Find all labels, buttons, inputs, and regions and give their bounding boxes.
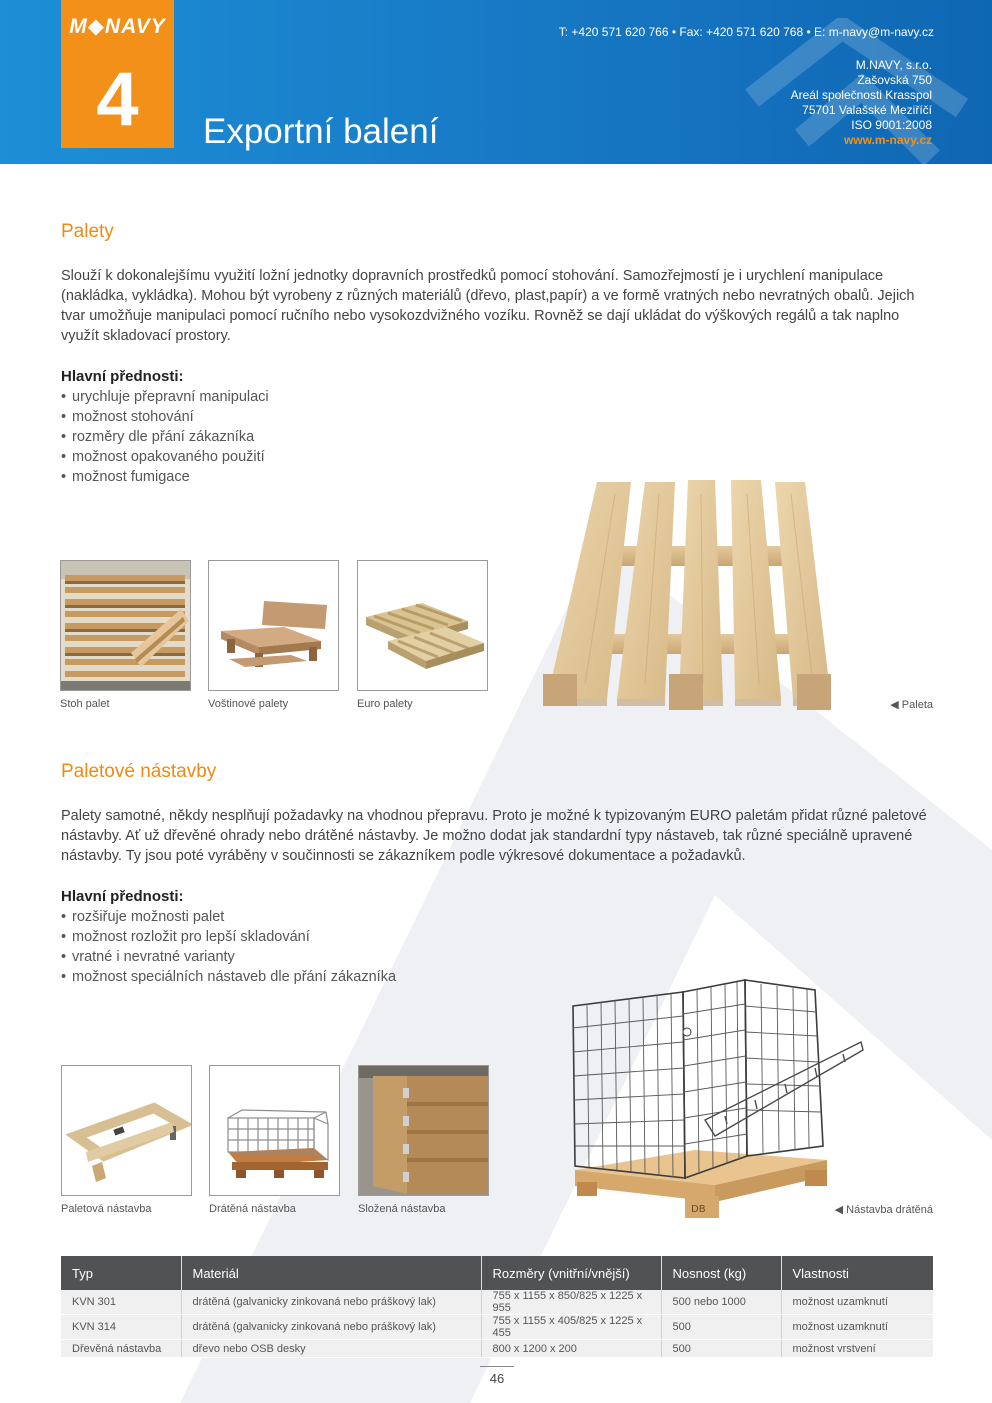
list-item: • možnost rozložit pro lepší skladování [61,927,396,947]
honeycomb-pallet-image [208,560,339,691]
specification-table [61,1256,933,1358]
table-cell: Dřevěná nástavba [61,1340,181,1358]
section-heading-palety: Palety [61,221,114,242]
table-cell: 500 [661,1315,781,1340]
column-header: Vlastnosti [781,1256,933,1290]
list-item: • možnost opakovaného použití [61,447,269,467]
table-row [61,1290,933,1315]
palety-advantages-list [61,387,269,487]
list-item: • urychluje přepravní manipulaci [61,387,269,407]
thumbnail-caption: Složená nástavba [358,1203,446,1215]
palety-advantages-title: Hlavní přednosti: [61,368,184,385]
table-cell: dřevo nebo OSB desky [181,1340,481,1358]
thumbnail-caption: Euro palety [357,698,413,710]
table-cell: KVN 301 [61,1290,181,1315]
list-item: • rozšiřuje možnosti palet [61,907,396,927]
pallet-collar-image [61,1065,192,1196]
table-cell: 500 [661,1340,781,1358]
table-cell: možnost uzamknutí [781,1290,933,1315]
website-link[interactable]: www.m-navy.cz [843,133,932,147]
address-line: ISO 9001:2008 [851,118,932,132]
column-header: Materiál [181,1256,481,1290]
list-item: • vratné i nevratné varianty [61,947,396,967]
table-cell: 755 x 1155 x 405/825 x 1225 x 455 [481,1315,661,1340]
column-header: Typ [61,1256,181,1290]
address-line: M.NAVY, s.r.o. [855,58,932,72]
table-cell: drátěná (galvanicky zinkovaná nebo práškový lak) [181,1290,481,1315]
address-line: Zašovská 750 [857,73,932,87]
table-row [61,1315,933,1340]
table-cell: 500 nebo 1000 [661,1290,781,1315]
table-cell: drátěná (galvanicky zinkovaná nebo práškový lak) [181,1315,481,1340]
wire-cage-image [565,970,865,1222]
wire-collar-image [209,1065,340,1196]
table-cell: KVN 314 [61,1315,181,1340]
folded-collar-image [358,1065,489,1196]
address-line: 75701 Valašské Meziříčí [802,103,932,117]
page-title: Exportní balení [203,112,439,151]
section-heading-nastavby: Paletové nástavby [61,761,217,782]
thumbnail-caption: Drátěná nástavba [209,1203,296,1215]
palety-description: Slouží k dokonalejšímu využití ložní jednotky dopravních prostředků pomocí stohování. Samozřejmostí je i urychlení manipulace (nakládka, vykládka). Mohou být vyrobeny z různých materiálů (dřevo, plast,papír) a ve formě vratných nebo nevratných obalů. Jejich tvar umožňuje manipulaci pomocí ručního nebo vysokozdvižného vozíku. Rovněž se dají ukládat do výškových regálů a tak naplno využít skladovací prostory. [61,268,915,344]
table-cell: možnost vrstvení [781,1340,933,1358]
list-item: • rozměry dle přání zákazníka [61,427,269,447]
table-header-row [61,1256,933,1290]
thumbnail-caption: Paletová nástavba [61,1203,152,1215]
main-image-caption: ◀ Nástavba drátěná [834,1204,933,1216]
list-item: • možnost stohování [61,407,269,427]
brand-logo: M◆NAVY [69,15,166,38]
nastavby-advantages-list [61,907,396,987]
main-image-caption: ◀ Paleta [890,699,933,711]
nastavby-description: Palety samotné, někdy nesplňují požadavky na vhodnou přepravu. Proto je možné k typizovaným EURO paletám přidat různé paletové nástavby. Ať už dřevěné ohrady nebo drátěné nástavby. Je možno dodat jak standardní typy nástaveb, tak různé speciálně upravené nástavby. Ty jsou poté vyráběny v součinnosti se zákazníkem podle výkresové dokumentace a požadavků. [61,808,927,864]
table-cell: možnost uzamknutí [781,1315,933,1340]
euro-pallet-image [357,560,488,691]
svg-text:DB: DB [691,1204,706,1215]
column-header: Rozměry (vnitřní/vnější) [481,1256,661,1290]
wooden-pallet-image [535,474,835,724]
address-line: Areál společnosti Krasspol [790,88,932,102]
thumbnail-caption: Stoh palet [60,698,110,710]
list-item: • možnost fumigace [61,467,269,487]
table-cell: 800 x 1200 x 200 [481,1340,661,1358]
table-row [61,1340,933,1358]
thumbnail-caption: Voštinové palety [208,698,289,710]
table-cell: 755 x 1155 x 850/825 x 1225 x 955 [481,1290,661,1315]
page-number: 46 [480,1366,514,1386]
nastavby-advantages-title: Hlavní přednosti: [61,888,184,905]
contact-line: T: +420 571 620 766 • Fax: +420 571 620 768 • E: m-navy@m-navy.cz [558,25,934,39]
column-header: Nosnost (kg) [661,1256,781,1290]
pallet-stack-image [60,560,191,691]
chapter-number: 4 [96,57,139,142]
list-item: • možnost speciálních nástaveb dle přání zákazníka [61,967,396,987]
